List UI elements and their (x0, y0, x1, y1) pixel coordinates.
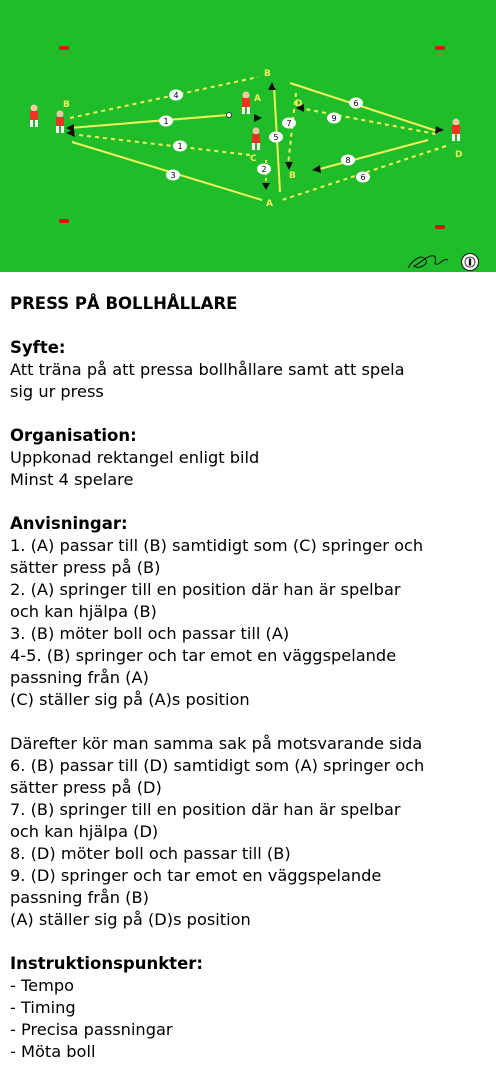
instruktionspunkter-list (10, 975, 490, 1063)
syfte-line: Att träna på att pressa bollhållare samt att spela (10, 360, 405, 379)
marker-c: C (250, 154, 257, 164)
pass-5 (269, 132, 283, 143)
club-crest-icon (462, 254, 479, 271)
pass-1b-label: 1 (177, 142, 183, 151)
anvisningar-heading: Anvisningar: (10, 514, 128, 533)
pitch-svg (0, 0, 496, 272)
anvisning-line: 2. (A) springer till en position där han är spelbar (10, 580, 401, 599)
anvisning-line: 3. (B) möter boll och passar till (A) (10, 624, 290, 643)
marker-b-top: B (264, 69, 271, 79)
list-item: - Timing (10, 998, 76, 1017)
marker-d-mid: D (295, 99, 303, 109)
instruktionspunkter-heading: Instruktionspunkter: (10, 954, 203, 973)
anvisning-line: 7. (B) springer till en position där han är spelbar (10, 800, 401, 819)
pass-1a-label: 1 (163, 117, 169, 126)
marker-d-right: D (455, 150, 463, 160)
pass-4-label: 4 (173, 91, 179, 100)
anvisning-line: (C) ställer sig på (A)s position (10, 690, 250, 709)
pass-8 (341, 155, 355, 166)
pass-6b (356, 172, 370, 183)
cone (59, 46, 69, 50)
marker-a-top: A (254, 94, 261, 104)
pass-9-label: 9 (331, 114, 337, 123)
anvisning-line: 1. (A) passar till (B) samtidigt som (C) springer och (10, 536, 424, 555)
drill-diagram (0, 0, 496, 272)
pass-1a (159, 116, 173, 127)
pass-7 (282, 118, 296, 129)
ball (227, 113, 232, 118)
drill-description (10, 293, 490, 1063)
marker-a-bottom: A (266, 199, 273, 209)
anvisning-line: (A) ställer sig på (D)s position (10, 910, 251, 929)
pass-3 (166, 170, 180, 181)
page-title: PRESS PÅ BOLLHÅLLARE (10, 294, 238, 313)
organisation-heading: Organisation: (10, 426, 137, 445)
syfte-line: sig ur press (10, 382, 104, 401)
anvisning-line: 6. (B) passar till (D) samtidigt som (A) springer och (10, 756, 425, 775)
pass-2 (257, 164, 271, 175)
pass-8-label: 8 (345, 156, 351, 165)
organisation-line: Minst 4 spelare (10, 470, 134, 489)
list-item: - Precisa passningar (10, 1020, 173, 1039)
anvisning-line: 4-5. (B) springer och tar emot en väggspelande (10, 646, 397, 665)
marker-b-left: B (63, 100, 70, 110)
cone (435, 46, 445, 50)
pass-4 (169, 90, 183, 101)
pass-7-label: 7 (286, 119, 292, 128)
cone (435, 225, 445, 229)
cone (59, 219, 69, 223)
anvisning-line: 9. (D) springer och tar emot en väggspelande (10, 866, 382, 885)
pass-9 (327, 113, 341, 124)
marker-b-mid: B (289, 171, 296, 181)
anvisning-line: passning från (A) (10, 668, 149, 687)
anvisning-line: 8. (D) möter boll och passar till (B) (10, 844, 291, 863)
anvisning-line: passning från (B) (10, 888, 149, 907)
anvisning-line: Därefter kör man samma sak på motsvarande sida (10, 734, 423, 753)
list-item: - Möta boll (10, 1042, 96, 1061)
list-item: - Tempo (10, 976, 75, 995)
organisation-line: Uppkonad rektangel enligt bild (10, 448, 260, 467)
pass-3-label: 3 (170, 171, 176, 180)
pass-6b-label: 6 (360, 173, 366, 182)
syfte-heading: Syfte: (10, 338, 66, 357)
pass-2-label: 2 (261, 165, 267, 174)
pass-6a (349, 98, 363, 109)
anvisning-line: sätter press på (D) (10, 778, 162, 797)
pass-6a-label: 6 (353, 99, 359, 108)
anvisning-line: sätter press på (B) (10, 558, 161, 577)
anvisning-line: och kan hjälpa (D) (10, 822, 159, 841)
anvisning-line: och kan hjälpa (B) (10, 602, 157, 621)
pass-1b (173, 141, 187, 152)
pass-5-label: 5 (273, 133, 279, 142)
